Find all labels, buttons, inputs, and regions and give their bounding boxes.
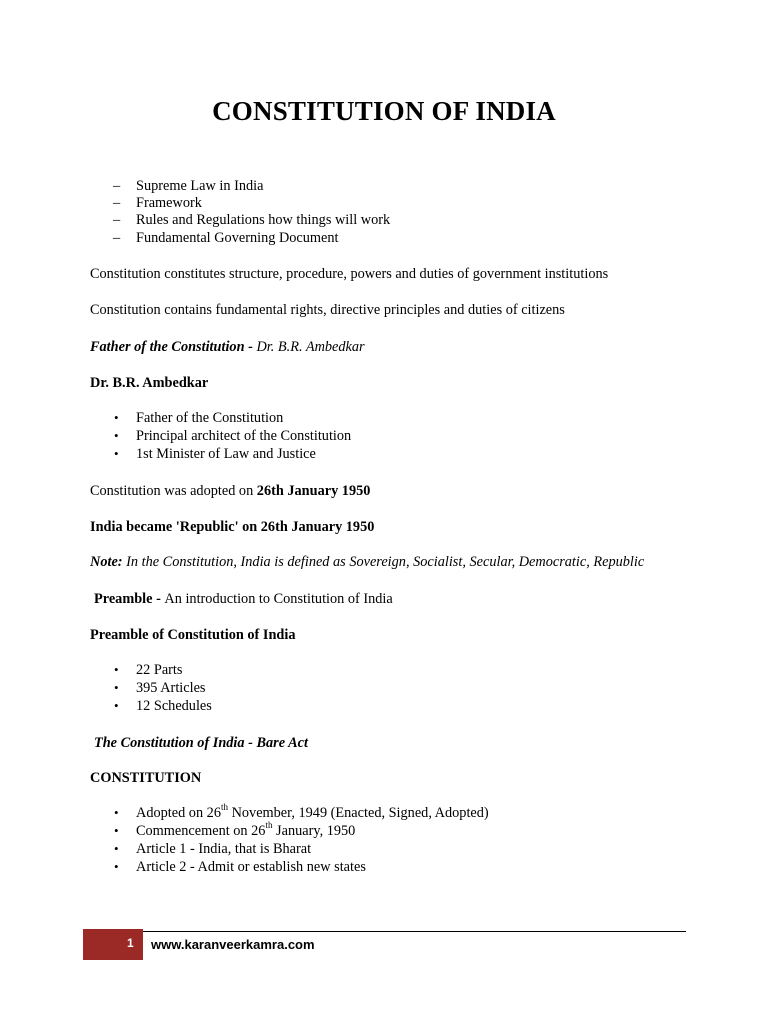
page-number-box	[83, 929, 143, 960]
father-line	[90, 338, 365, 356]
bullet-marker: •	[114, 698, 119, 713]
note-label: Note:	[90, 554, 123, 570]
dash-marker: –	[113, 195, 121, 211]
dash-list-item: Fundamental Governing Document	[136, 230, 339, 246]
adopted-line	[90, 482, 370, 500]
adopted-pre: Adopted on 26	[136, 805, 221, 821]
constitution-heading: CONSTITUTION	[90, 770, 202, 786]
page-number: 1	[127, 936, 134, 950]
commencement-post: January, 1950	[272, 823, 356, 839]
bullet-marker: •	[114, 680, 119, 695]
bullet-marker: •	[114, 446, 119, 461]
republic-line: India became 'Republic' on 26th January 1950	[90, 519, 375, 535]
bullet-item: 22 Parts	[136, 662, 183, 678]
ambedkar-heading: Dr. B.R. Ambedkar	[90, 375, 209, 391]
bare-act-heading: The Constitution of India - Bare Act	[94, 735, 308, 751]
note-text: In the Constitution, India is defined as Sovereign, Socialist, Secular, Democratic, Republic	[122, 554, 645, 570]
preamble-heading: Preamble of Constitution of India	[90, 627, 296, 643]
adopted-text: Constitution was adopted on	[90, 483, 257, 499]
commencement-sup: th	[265, 820, 273, 831]
footer-website-link[interactable]: www.karanveerkamra.com	[151, 937, 315, 952]
father-label: Father of the Constitution -	[90, 339, 257, 355]
bullet-marker: •	[114, 428, 119, 443]
bullet-marker: •	[114, 410, 119, 425]
page-title: CONSTITUTION OF INDIA	[212, 96, 556, 126]
bullet-item: 12 Schedules	[136, 698, 212, 714]
dash-list-item: Supreme Law in India	[136, 178, 264, 194]
dash-marker: –	[113, 178, 121, 194]
bullet-marker: •	[114, 841, 119, 856]
bullet-marker: •	[114, 805, 119, 820]
bullet-item: Article 2 - Admit or establish new states	[136, 859, 366, 875]
bullet-item: 1st Minister of Law and Justice	[136, 446, 316, 462]
bullet-item: Principal architect of the Constitution	[136, 428, 352, 444]
dash-marker: –	[113, 212, 121, 228]
preamble-label: Preamble -	[94, 591, 165, 607]
bullet-marker: •	[114, 662, 119, 677]
paragraph-contents: Constitution contains fundamental rights, directive principles and duties of citizens	[90, 302, 565, 318]
adopted-sup: th	[220, 802, 228, 813]
dash-marker: –	[113, 230, 121, 246]
bullet-marker: •	[114, 859, 119, 874]
adopted-date: 26th January 1950	[256, 483, 371, 499]
dash-list-item: Rules and Regulations how things will work	[136, 212, 391, 228]
bullet-item: Article 1 - India, that is Bharat	[136, 841, 312, 857]
note-line	[90, 553, 644, 571]
bullet-item: 395 Articles	[136, 680, 206, 696]
adopted-post: November, 1949 (Enacted, Signed, Adopted)	[228, 805, 489, 821]
footer-divider	[143, 931, 686, 932]
paragraph-structure: Constitution constitutes structure, procedure, powers and duties of government institutions	[90, 266, 609, 282]
father-value: Dr. B.R. Ambedkar	[256, 339, 365, 355]
preamble-text: An introduction to Constitution of India	[164, 591, 393, 607]
preamble-line	[94, 590, 393, 608]
bullet-item	[136, 804, 489, 822]
commencement-pre: Commencement on 26	[136, 823, 266, 839]
bullet-item	[136, 822, 355, 840]
bullet-item: Father of the Constitution	[136, 410, 284, 426]
bullet-marker: •	[114, 823, 119, 838]
dash-list-item: Framework	[136, 195, 202, 211]
